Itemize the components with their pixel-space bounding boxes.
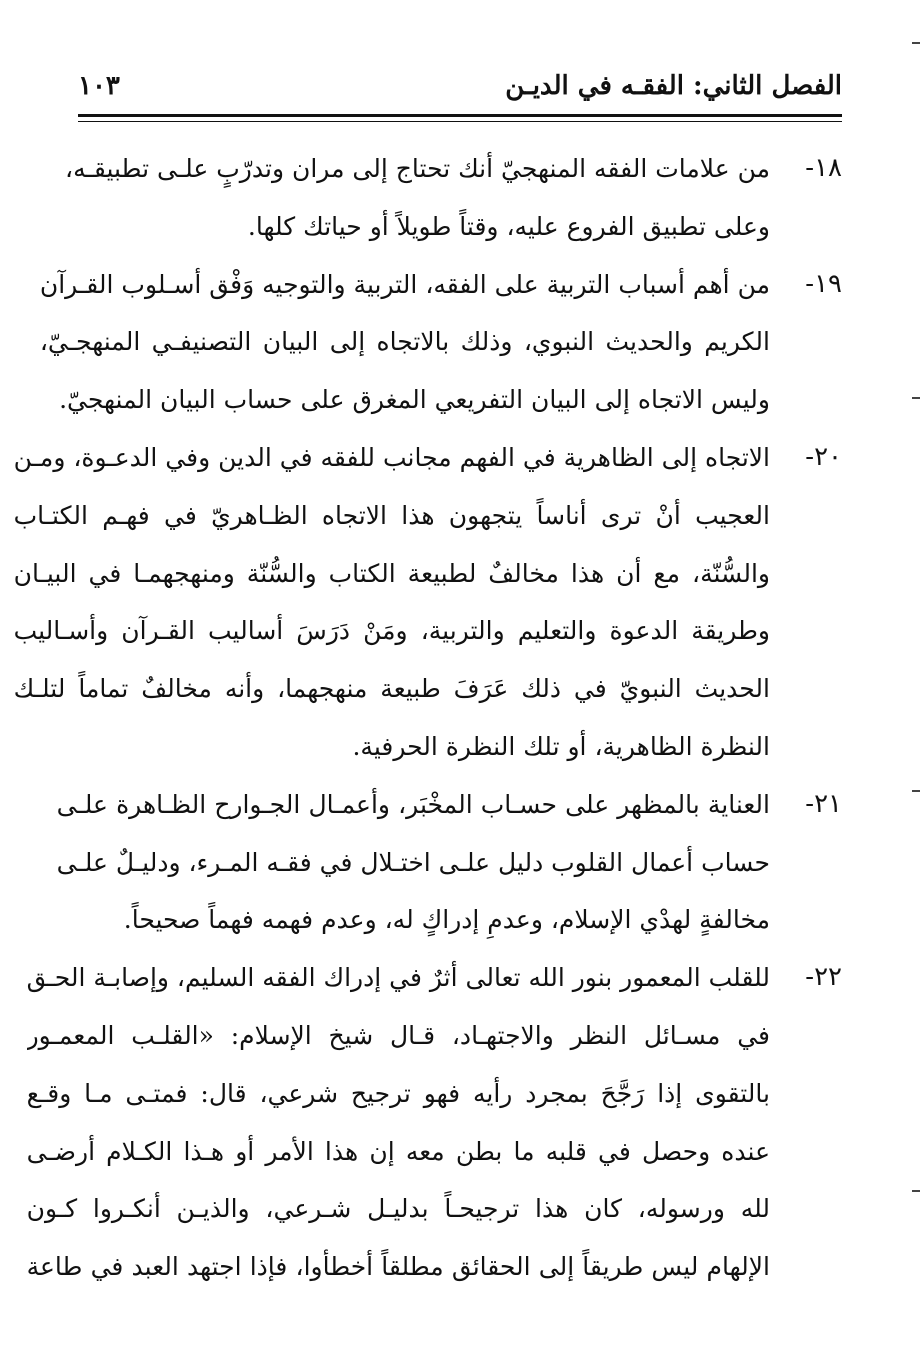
item-number: ٢٠- [805, 441, 842, 472]
text-line: وطريقة الدعوة والتعليم والتربية، ومَنْ دَرَسَ أساليب القـرآن وأسـاليب [13, 616, 770, 646]
text-line: من أهم أسباب التربية على الفقه، التربية والتوجيه وَفْق أسـلوب القـرآن [39, 269, 770, 299]
scan-edge-mark [912, 397, 920, 399]
text-line: وعلى تطبيق الفروع عليه، وقتاً طويلاً أو حياتك كلها. [247, 211, 770, 241]
numbered-item-18 [65, 140, 842, 256]
text-line: عنده وحصل في قلبه ما بطن معه إن هذا الأمر أو هـذا الكـلام أرضـى [26, 1136, 770, 1166]
text-line: بالتقوى إذا رَجَّحَ بمجرد رأيه فهو ترجيح شرعي، قال: فمتـى مـا وقـع [26, 1078, 770, 1108]
item-number: ١٨- [805, 153, 842, 183]
text-line: مخالفةٍ لهدْي الإسلام، وعدمِ إدراكٍ له، وعدم فهمه فهماً صحيحاً. [123, 905, 770, 935]
text-line: العناية بالمظهر على حسـاب المخْبَر، وأعمـال الجـوارح الظـاهرة علـى [56, 789, 770, 819]
numbered-item-21 [56, 776, 842, 949]
numbered-item-19 [39, 256, 842, 429]
scan-edge-mark [912, 42, 920, 44]
text-line: النظرة الظاهرية، أو تلك النظرة الحرفية. [352, 731, 770, 761]
text-line: الحديث النبويّ في ذلك عَرَفَ طبيعة منهجهما، وأنه مخالفٌ تماماً لتلـك [13, 674, 770, 704]
text-line: للقلب المعمور بنور الله تعالى أثرٌ في إدراك الفقه السليم، وإصابـة الحـق [26, 963, 770, 993]
text-line: لله ورسوله، كان هذا ترجيحـاً بدليـل شـرعي، والذيـن أنكـروا كـون [26, 1194, 770, 1224]
text-line: الكريم والحديث النبوي، وذلك بالاتجاه إلى البيان التصنيفـي المنهجـيّ، [39, 327, 770, 357]
text-line: والسُّنّة، مع أن هذا مخالفٌ لطبيعة الكتاب والسُّنّة ومنهجهمـا في البيـان [13, 558, 770, 588]
numbered-item-20 [13, 429, 842, 776]
text-line: حساب أعمال القلوب دليل علـى اختـلال في فقـه المـرء، ودليـلٌ علـى [56, 847, 770, 877]
text-line: الإلهام ليس طريقاً إلى الحقائق مطلقاً أخطأوا، فإذا اجتهد العبد في طاعة [26, 1252, 770, 1282]
chapter-title: الفصل الثاني: الفقـه في الديـن [505, 71, 842, 101]
scan-edge-mark [912, 1190, 920, 1192]
text-line: العجيب أنْ ترى أناساً يتجهون هذا الاتجاه الظـاهريّ في فهـم الكتـاب [13, 500, 770, 530]
header-rule-thin [78, 121, 842, 122]
text-line: الاتجاه إلى الظاهرية في الفهم مجانب للفقه في الدين وفي الدعـوة، ومـن [13, 442, 770, 472]
body-text [13, 140, 842, 1296]
scan-edge-mark [912, 790, 920, 792]
numbered-item-22 [26, 949, 842, 1296]
page-number: ١٠٣ [78, 71, 120, 101]
text-line: من علامات الفقه المنهجيّ أنك تحتاج إلى مران وتدرّبٍ علـى تطبيقـه، [65, 154, 770, 183]
text-line: وليس الاتجاه إلى البيان التفريعي المغرق على حساب البيان المنهجيّ. [59, 385, 770, 415]
item-number: ٢٢- [805, 962, 842, 993]
header-rule-thick [78, 114, 842, 117]
item-number: ٢١- [805, 788, 842, 819]
running-header [78, 66, 842, 106]
item-number: ١٩- [805, 268, 842, 299]
text-line: في مسـائل النظر والاجتهـاد، قـال شيخ الإسلام: «القلـب المعمـور [26, 1020, 770, 1050]
